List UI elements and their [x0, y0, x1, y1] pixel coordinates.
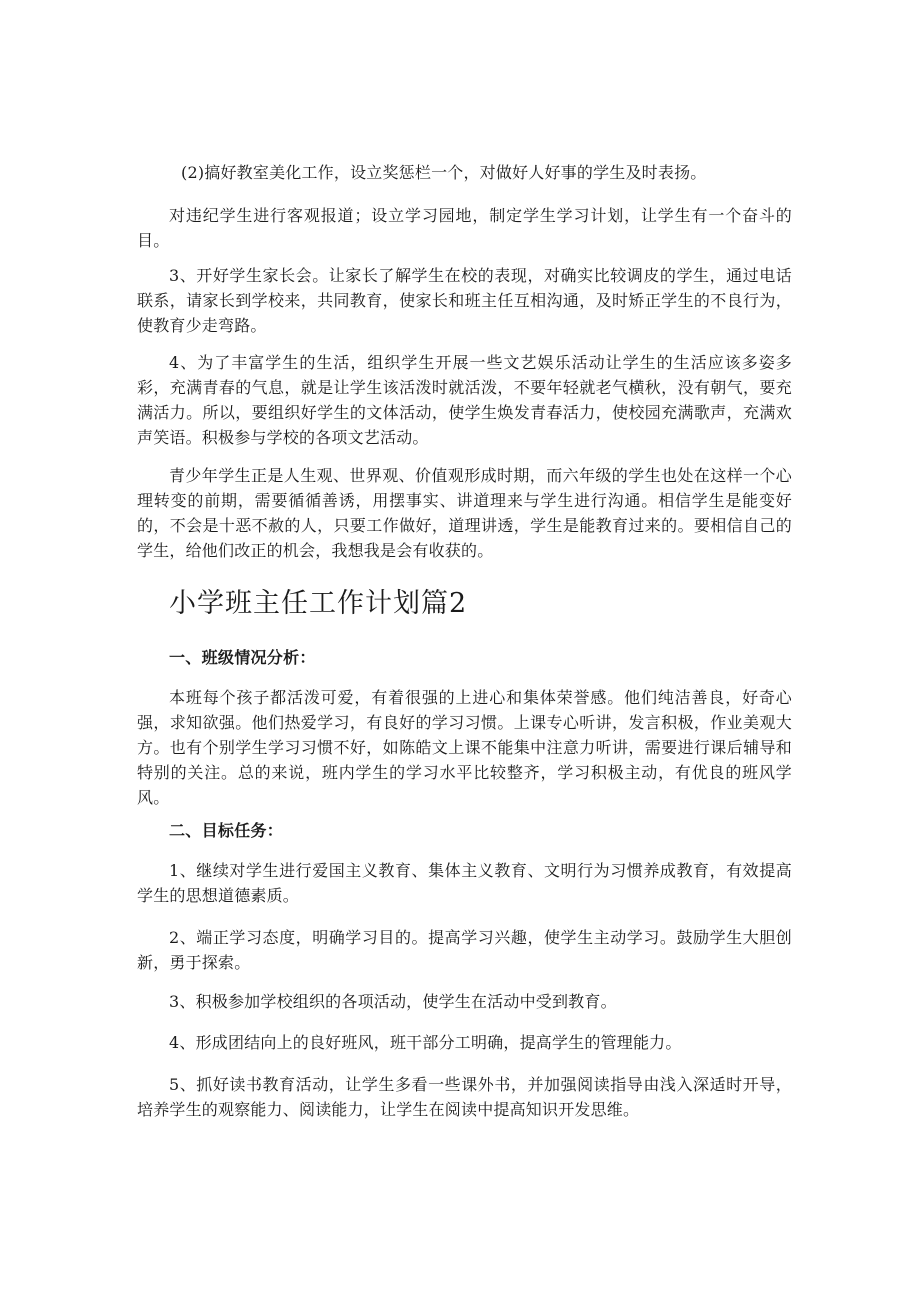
paragraph-class-analysis: 本班每个孩子都活泼可爱，有着很强的上进心和集体荣誉感。他们纯洁善良，好奇心强，求知欲强。他们热爱学习，有良好的学习习惯。上课专心听讲，发言积极，作业美观大方。也有个别学生学习习惯不好，如陈皓文上课不能集中注意力听讲，需要进行课后辅导和特别的关注。总的来说，班内学生的学习水平比较整齐，学习积极主动，有优良的班风学风。 — [137, 688, 792, 807]
subheading-class-analysis: 一、班级情况分析： — [169, 648, 316, 667]
paragraph-adolescence: 青少年学生正是人生观、世界观、价值观形成时期，而六年级的学生也处在这样一个心理转变的前期，需要循循善诱，用摆事实、讲道理来与学生进行沟通。相信学生是能变好的，不会是十恶不赦的人，只要工作做好，道理讲透，学生是能教育过来的。要相信自己的学生，给他们改正的机会，我想我是会有收获的。 — [137, 466, 792, 560]
paragraph-activities: 4、为了丰富学生的生活，组织学生开展一些文艺娱乐活动让学生的生活应该多姿多彩，充满青春的气息，就是让学生该活泼时就活泼，不要年轻就老气横秋，没有朝气，要充满活力。所以，要组织好学生的文体活动，使学生焕发青春活力，使校园充满歌声，充满欢声笑语。积极参与学校的各项文艺活动。 — [137, 353, 792, 447]
section-title: 小学班主任工作计划篇2 — [169, 588, 468, 619]
goal-item: 1、继续对学生进行爱国主义教育、集体主义教育、文明行为习惯养成教育，有效提高学生的思想道德素质。 — [137, 861, 792, 905]
goal-item: 2、端正学习态度，明确学习目的。提高学习兴趣，使学生主动学习。鼓励学生大胆创新，勇于探索。 — [137, 928, 792, 972]
paragraph-discipline-report: 对违纪学生进行客观报道；设立学习园地，制定学生学习计划，让学生有一个奋斗的目。 — [137, 206, 792, 250]
goal-item: 3、积极参加学校组织的各项活动，使学生在活动中受到教育。 — [169, 992, 617, 1011]
goal-item: 5、抓好读书教育活动，让学生多看一些课外书，并加强阅读指导由浅入深适时开导，培养学生的观察能力、阅读能力，让学生在阅读中提高知识开发思维。 — [137, 1075, 792, 1119]
goal-item: 4、形成团结向上的良好班风，班干部分工明确，提高学生的管理能力。 — [169, 1033, 682, 1052]
paragraph-praise-board: (2)搞好教室美化工作，设立奖惩栏一个，对做好人好事的学生及时表扬。 — [181, 163, 707, 182]
paragraph-parent-meeting: 3、开好学生家长会。让家长了解学生在校的表现，对确实比较调皮的学生，通过电话联系，请家长到学校来，共同教育，使家长和班主任互相沟通，及时矫正学生的不良行为，使教育少走弯路。 — [137, 266, 792, 335]
subheading-goals: 二、目标任务： — [169, 821, 284, 840]
